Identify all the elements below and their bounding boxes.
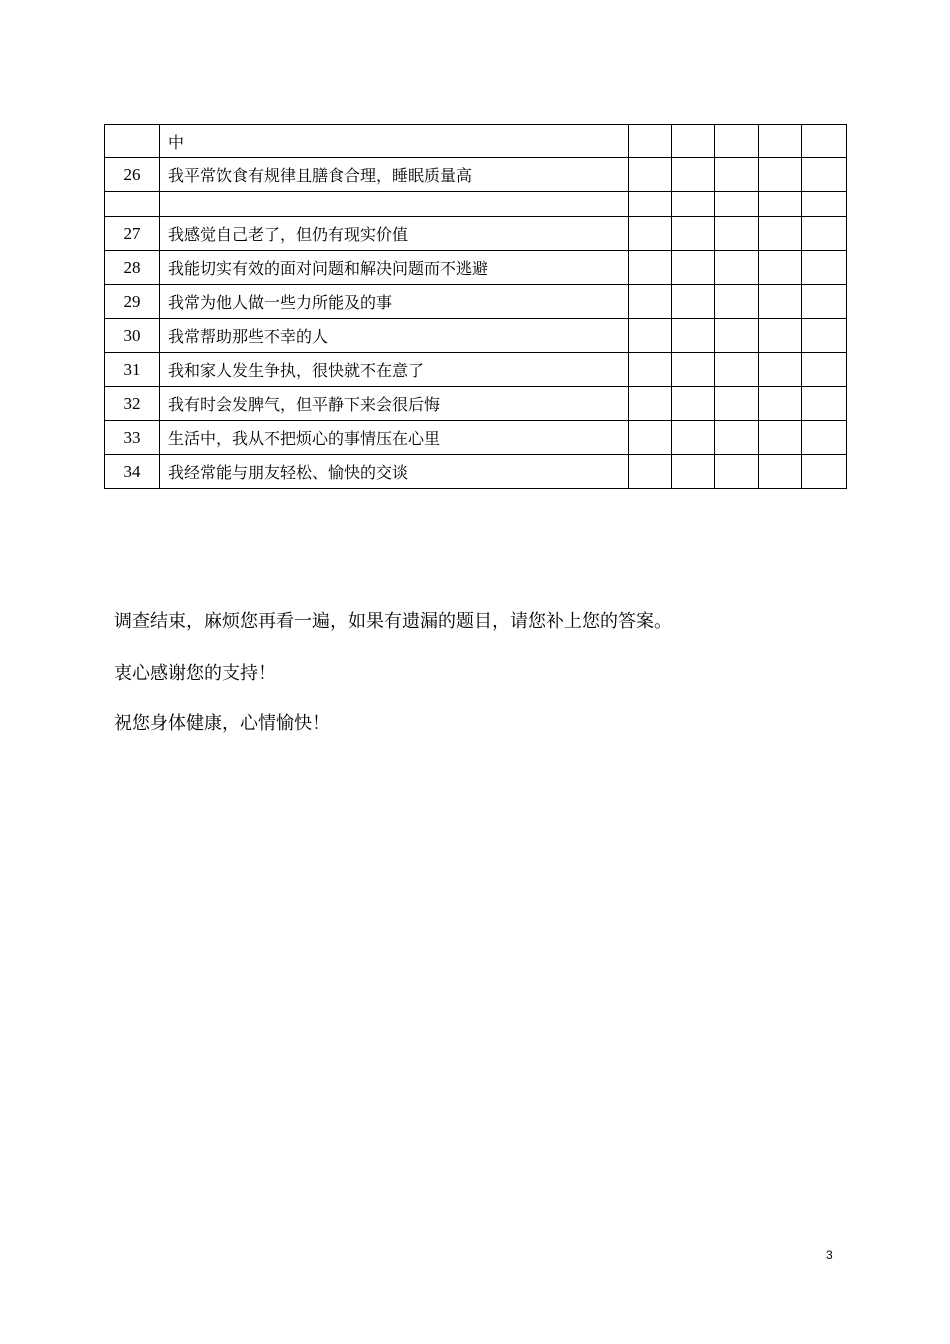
item-text: 我平常饮食有规律且膳食合理，睡眠质量高 [160, 158, 629, 192]
table-row [105, 353, 847, 387]
answer-cell[interactable] [759, 421, 802, 455]
answer-cell[interactable] [802, 217, 847, 251]
answer-cell[interactable] [629, 285, 672, 319]
answer-cell[interactable] [759, 353, 802, 387]
closing-thanks: 衷心感谢您的支持！ [114, 663, 276, 684]
answer-cell[interactable] [715, 387, 759, 421]
answer-cell[interactable] [715, 125, 759, 158]
table-row [105, 455, 847, 489]
answer-cell[interactable] [672, 158, 715, 192]
answer-cell[interactable] [629, 251, 672, 285]
answer-cell[interactable] [759, 125, 802, 158]
item-text: 我有时会发脾气，但平静下来会很后悔 [160, 387, 629, 421]
answer-cell[interactable] [629, 125, 672, 158]
answer-cell[interactable] [802, 455, 847, 489]
answer-cell[interactable] [672, 285, 715, 319]
answer-cell[interactable] [715, 353, 759, 387]
answer-cell[interactable] [672, 455, 715, 489]
answer-cell[interactable] [802, 387, 847, 421]
answer-cell[interactable] [672, 251, 715, 285]
answer-cell[interactable] [759, 158, 802, 192]
answer-cell[interactable] [629, 421, 672, 455]
table-row [105, 217, 847, 251]
answer-cell[interactable] [759, 217, 802, 251]
item-text: 我常帮助那些不幸的人 [160, 319, 629, 353]
answer-cell[interactable] [629, 192, 672, 217]
table-row [105, 421, 847, 455]
answer-cell[interactable] [629, 455, 672, 489]
item-number: 28 [105, 251, 160, 285]
item-number [105, 192, 160, 217]
item-number: 32 [105, 387, 160, 421]
answer-cell[interactable] [672, 217, 715, 251]
answer-cell[interactable] [715, 192, 759, 217]
item-number: 27 [105, 217, 160, 251]
answer-cell[interactable] [802, 192, 847, 217]
answer-cell[interactable] [715, 285, 759, 319]
answer-cell[interactable] [672, 353, 715, 387]
answer-cell[interactable] [759, 192, 802, 217]
table-row [105, 192, 847, 217]
answer-cell[interactable] [629, 319, 672, 353]
table-row [105, 251, 847, 285]
answer-cell[interactable] [759, 319, 802, 353]
answer-cell[interactable] [802, 421, 847, 455]
answer-cell[interactable] [629, 353, 672, 387]
item-number: 30 [105, 319, 160, 353]
answer-cell[interactable] [629, 217, 672, 251]
page-number: 3 [826, 1248, 833, 1262]
item-number [105, 125, 160, 158]
item-text: 我能切实有效的面对问题和解决问题而不逃避 [160, 251, 629, 285]
answer-cell[interactable] [802, 319, 847, 353]
answer-cell[interactable] [715, 421, 759, 455]
table-row [105, 158, 847, 192]
item-text: 中 [160, 125, 629, 158]
table-row [105, 285, 847, 319]
item-text: 我和家人发生争执，很快就不在意了 [160, 353, 629, 387]
item-number: 33 [105, 421, 160, 455]
answer-cell[interactable] [802, 158, 847, 192]
answer-cell[interactable] [672, 421, 715, 455]
item-number: 26 [105, 158, 160, 192]
item-number: 29 [105, 285, 160, 319]
closing-wishes: 祝您身体健康，心情愉快！ [114, 713, 330, 734]
item-text: 我感觉自己老了，但仍有现实价值 [160, 217, 629, 251]
answer-cell[interactable] [802, 353, 847, 387]
answer-cell[interactable] [759, 455, 802, 489]
item-number: 31 [105, 353, 160, 387]
answer-cell[interactable] [715, 217, 759, 251]
answer-cell[interactable] [672, 192, 715, 217]
answer-cell[interactable] [715, 251, 759, 285]
closing-instruction: 调查结束，麻烦您再看一遍，如果有遗漏的题目，请您补上您的答案。 [114, 611, 672, 632]
table-row [105, 387, 847, 421]
answer-cell[interactable] [759, 285, 802, 319]
answer-cell[interactable] [672, 125, 715, 158]
answer-cell[interactable] [629, 158, 672, 192]
item-text: 我常为他人做一些力所能及的事 [160, 285, 629, 319]
item-number: 34 [105, 455, 160, 489]
answer-cell[interactable] [715, 455, 759, 489]
survey-table-body [105, 125, 847, 489]
answer-cell[interactable] [715, 319, 759, 353]
answer-cell[interactable] [672, 387, 715, 421]
answer-cell[interactable] [802, 125, 847, 158]
answer-cell[interactable] [802, 285, 847, 319]
answer-cell[interactable] [715, 158, 759, 192]
answer-cell[interactable] [672, 319, 715, 353]
table-row [105, 125, 847, 158]
survey-table [104, 124, 847, 489]
item-text [160, 192, 629, 217]
item-text: 生活中，我从不把烦心的事情压在心里 [160, 421, 629, 455]
table-row [105, 319, 847, 353]
answer-cell[interactable] [759, 387, 802, 421]
item-text: 我经常能与朋友轻松、愉快的交谈 [160, 455, 629, 489]
answer-cell[interactable] [629, 387, 672, 421]
answer-cell[interactable] [759, 251, 802, 285]
answer-cell[interactable] [802, 251, 847, 285]
